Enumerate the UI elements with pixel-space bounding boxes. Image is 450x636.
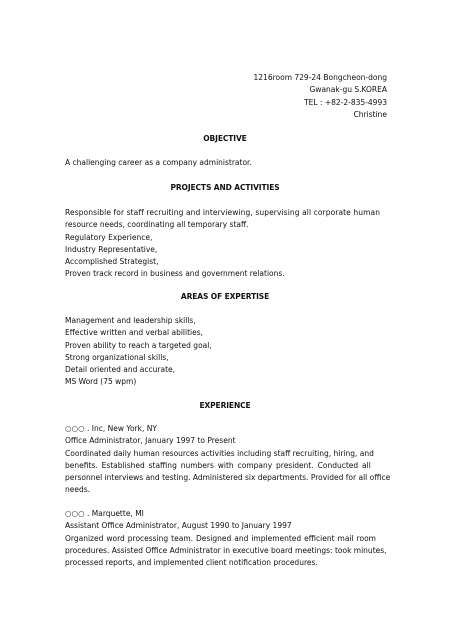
expertise-item: Strong organizational skills, xyxy=(65,352,169,362)
job-title: Assistant Office Administrator, August 1990 to January 1997 xyxy=(65,521,292,531)
job-title: Office Administrator, January 1997 to Present xyxy=(65,436,236,446)
experience-job-1 xyxy=(65,423,391,497)
job-description-line: needs. xyxy=(65,485,91,495)
job-description-line: Coordinated daily human resources activities including staff recruiting, hiring, and xyxy=(65,448,374,458)
expertise-item: Proven ability to reach a targeted goal, xyxy=(65,340,212,350)
experience-heading: EXPERIENCE xyxy=(199,401,251,410)
projects-item: Regulatory Experience, xyxy=(65,232,153,242)
job-company: ○○○ . Inc, New York, NY xyxy=(65,424,157,433)
applicant-name: Christine xyxy=(353,109,387,119)
expertise-item: Effective written and verbal abilities, xyxy=(65,328,204,338)
expertise-heading: AREAS OF EXPERTISE xyxy=(180,292,270,301)
address-line-1: 1216room 729-24 Bongcheon-dong xyxy=(253,73,387,82)
projects-line: resource needs, coordinating all temporary staff. xyxy=(65,220,249,230)
job-company: ○○○ . Marquette, MI xyxy=(65,509,144,518)
projects-line: Responsible for staff recruiting and interviewing, supervising all corporate human xyxy=(65,208,381,217)
projects-item: Industry Representative, xyxy=(65,244,158,254)
expertise-item: Management and leadership skills, xyxy=(65,316,196,325)
job-description-line: Organized word processing team. Designed and implemented efficient mail room xyxy=(65,533,376,543)
job-description-line: personnel interviews and testing. Administered six departments. Provided for all office xyxy=(65,473,391,483)
projects-block xyxy=(65,207,386,281)
experience-job-2 xyxy=(65,508,386,569)
job-description-line: benefits. Established staffing numbers with company president. Conducted all xyxy=(65,460,371,470)
job-description-line: processed reports, and implemented client notification procedures. xyxy=(65,558,318,568)
expertise-item: MS Word (75 wpm) xyxy=(65,377,137,387)
objective-text-block xyxy=(65,157,386,169)
objective-heading: OBJECTIVE xyxy=(203,134,247,143)
objective-text: A challenging career as a company administrator. xyxy=(65,158,252,167)
address-line-2: Gwanak-gu S.KOREA xyxy=(309,85,387,95)
phone-line: TEL : +82-2-835-4993 xyxy=(304,97,387,107)
address-block xyxy=(137,72,387,121)
projects-item: Proven track record in business and government relations. xyxy=(65,269,285,279)
expertise-item: Detail oriented and accurate, xyxy=(65,365,176,375)
projects-heading: PROJECTS AND ACTIVITIES xyxy=(170,183,280,192)
job-description-line: procedures. Assisted Office Administrator in executive board meetings: took minutes, xyxy=(65,545,387,555)
projects-item: Accomplished Strategist, xyxy=(65,257,159,267)
expertise-block xyxy=(65,315,386,389)
